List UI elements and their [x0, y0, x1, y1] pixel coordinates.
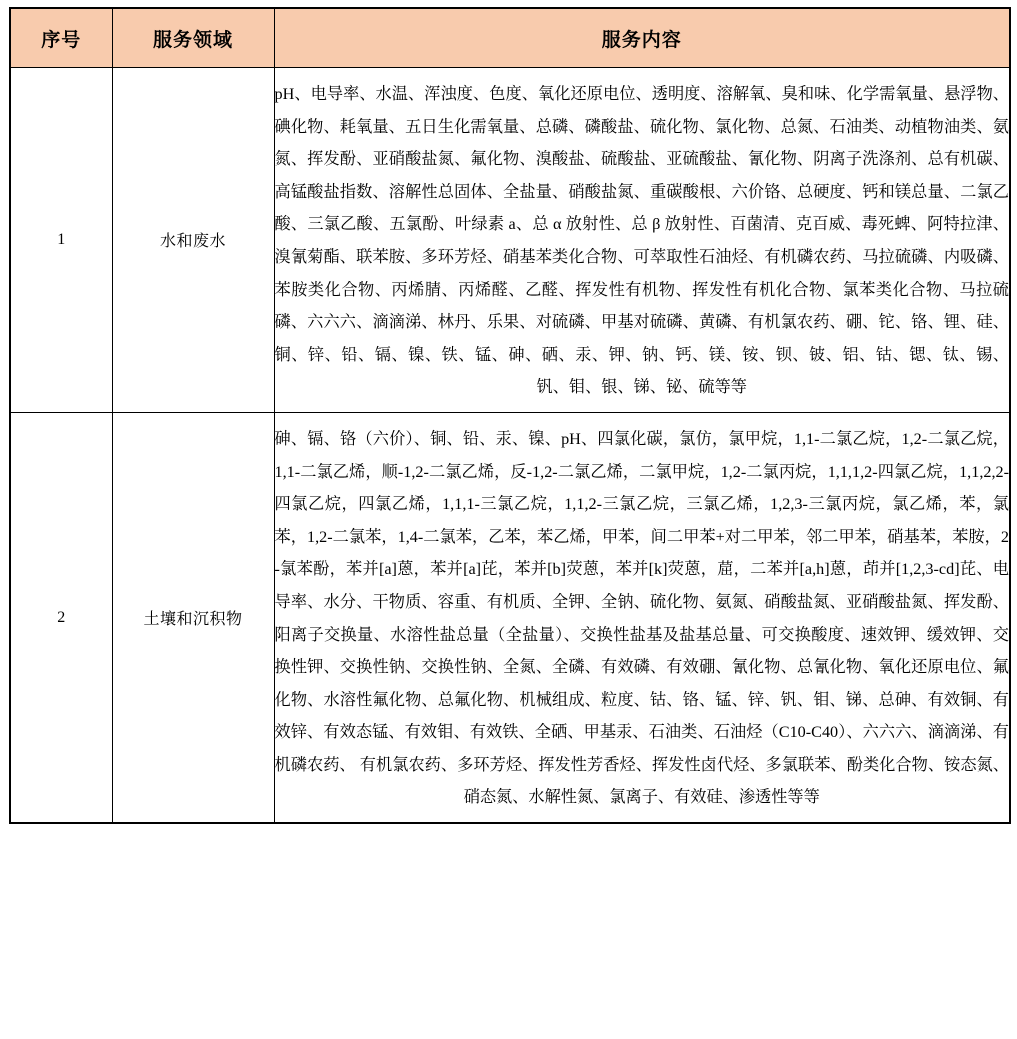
- service-field-cell: 土壤和沉积物: [112, 412, 274, 823]
- service-content-cell: 砷、镉、铬（六价）、铜、铅、汞、镍、pH、四氯化碳，氯仿，氯甲烷，1,1-二氯乙烷，1,2-二氯乙烷，1,1-二氯乙烯，顺-1,2-二氯乙烯，反-1,2-二氯乙烯，二氯甲烷，1,2-二氯丙烷，1,1,1,2-四氯乙烷，1,1,2,2-四氯乙烷，四氯乙烯，1,1,1-三氯乙烷，1,1,2-三氯乙烷，三氯乙烯，1,2,3-三氯丙烷，氯乙烯，苯，氯苯，1,2-二氯苯，1,4-二氯苯，乙苯，苯乙烯，甲苯，间二甲苯+对二甲苯，邻二甲苯，硝基苯，苯胺，2-氯苯酚，苯并[a]蒽，苯并[a]芘，苯并[b]荧蒽，苯并[k]荧蒽，䓛，二苯并[a,h]蒽，茚并[1,2,3-cd]芘、电导率、水分、干物质、容重、有机质、全钾、全钠、硫化物、氨氮、硝酸盐氮、亚硝酸盐氮、挥发酚、阳离子交换量、水溶性盐总量（全盐量）、交换性盐基及盐基总量、可交换酸度、速效钾、缓效钾、交换性钾、交换性钠、交换性钠、全氮、全磷、有效磷、有效硼、氰化物、总氰化物、氧化还原电位、氟化物、水溶性氟化物、总氟化物、机械组成、粒度、钴、铬、锰、锌、钒、钼、锑、总砷、有效铜、有效锌、有效态锰、有效钼、有效铁、全硒、甲基汞、石油类、石油烃（C10-C40）、六六六、滴滴涕、有机磷农药、 有机氯农药、多环芳烃、挥发性芳香烃、挥发性卤代烃、多氯联苯、酚类化合物、铵态氮、硝态氮、水解性氮、氯离子、有效硅、渗透性等等: [274, 412, 1010, 823]
- column-header-no: 序号: [10, 8, 112, 68]
- service-field-cell: 水和废水: [112, 68, 274, 413]
- service-scope-table: [9, 7, 1011, 824]
- table-body: [10, 68, 1010, 824]
- table-header: [10, 8, 1010, 68]
- column-header-service-field: 服务领域: [112, 8, 274, 68]
- row-number-cell: 1: [10, 68, 112, 413]
- row-number-cell: 2: [10, 412, 112, 823]
- column-header-service-content: 服务内容: [274, 8, 1010, 68]
- service-content-cell: pH、电导率、水温、浑浊度、色度、氧化还原电位、透明度、溶解氧、臭和味、化学需氧量、悬浮物、碘化物、耗氧量、五日生化需氧量、总磷、磷酸盐、硫化物、氯化物、总氮、石油类、动植物油类、氨氮、挥发酚、亚硝酸盐氮、氟化物、溴酸盐、硫酸盐、亚硫酸盐、氰化物、阴离子洗涤剂、总有机碳、高锰酸盐指数、溶解性总固体、全盐量、硝酸盐氮、重碳酸根、六价铬、总硬度、钙和镁总量、二氯乙酸、三氯乙酸、五氯酚、叶绿素 a、总 α 放射性、总 β 放射性、百菌清、克百威、毒死蜱、阿特拉津、溴氰菊酯、联苯胺、多环芳烃、硝基苯类化合物、可萃取性石油烃、有机磷农药、马拉硫磷、内吸磷、苯胺类化合物、丙烯腈、丙烯醛、乙醛、挥发性有机物、挥发性有机化合物、氯苯类化合物、马拉硫磷、六六六、滴滴涕、林丹、乐果、对硫磷、甲基对硫磷、黄磷、有机氯农药、硼、铊、铬、锂、硅、铜、锌、铅、镉、镍、铁、锰、砷、硒、汞、钾、钠、钙、镁、铵、钡、铍、铝、钴、锶、钛、锡、钒、钼、银、锑、铋、硫等等: [274, 68, 1010, 413]
- table-row: [10, 68, 1010, 413]
- table-row: [10, 412, 1010, 823]
- table-header-row: [10, 8, 1010, 68]
